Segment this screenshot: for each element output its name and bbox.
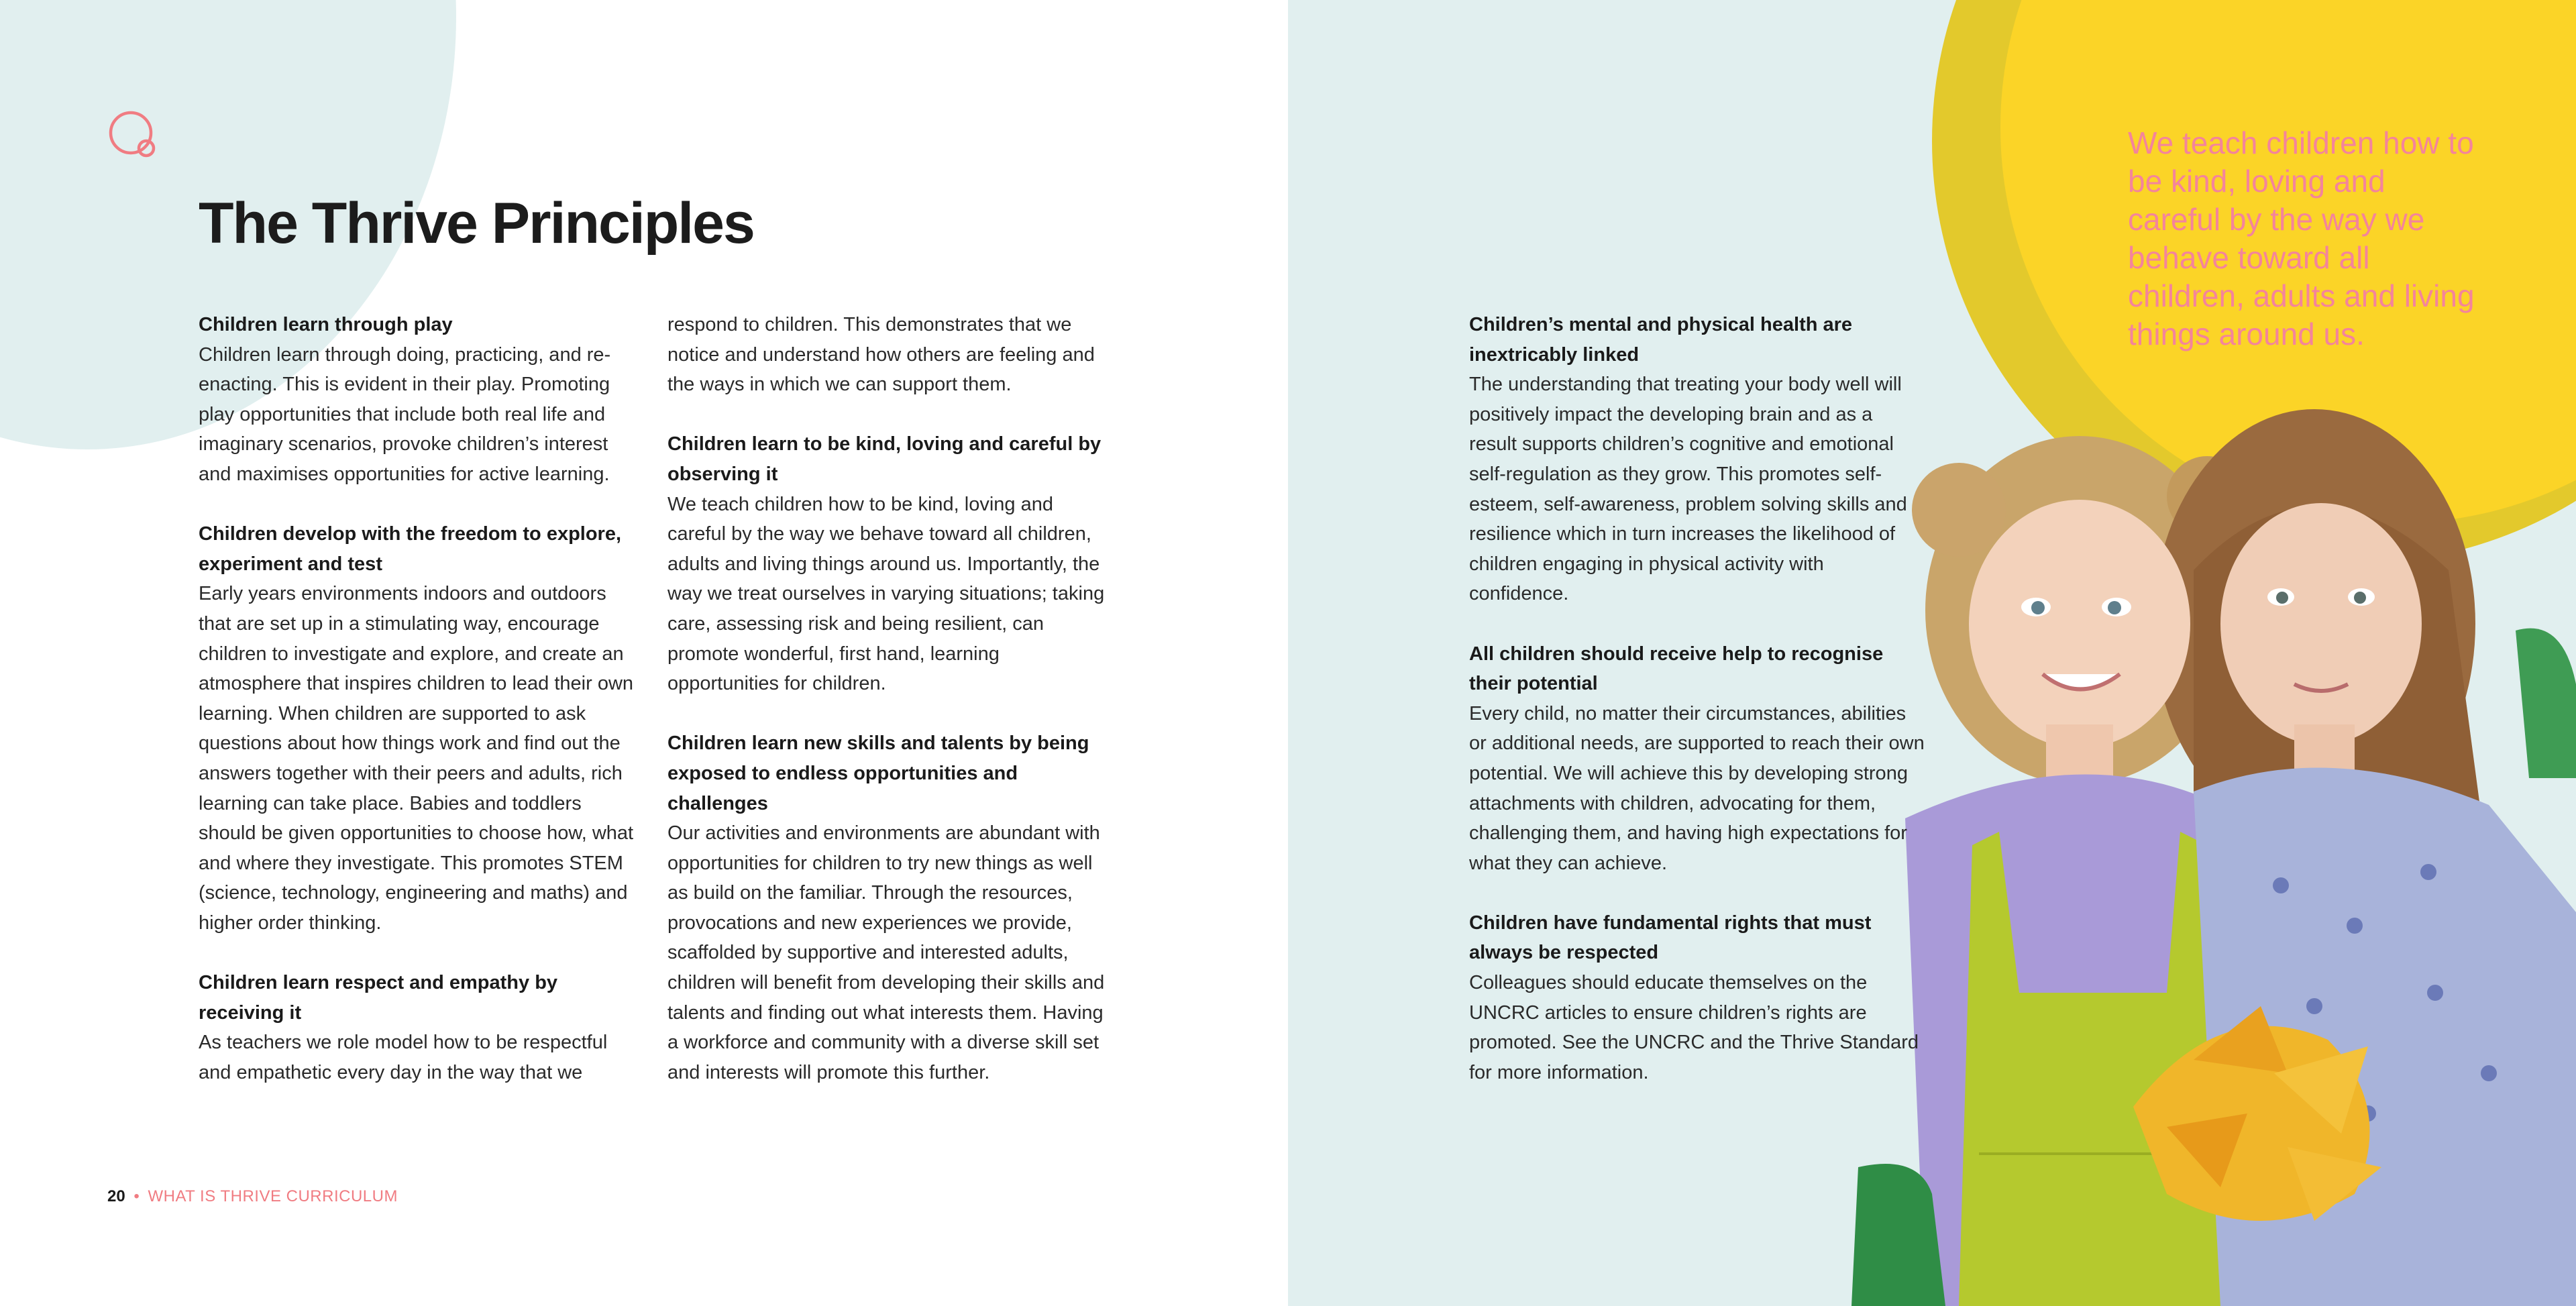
principle-body: Colleagues should educate themselves on the UNCRC articles to ensure children’s rights are promoted. See the UNCRC and the Thrive Standard for more information.	[1469, 972, 1919, 1083]
principle-section	[667, 728, 1110, 1087]
principle-section	[199, 968, 641, 1087]
text-column-2	[667, 310, 1110, 1087]
principle-heading: Children develop with the freedom to explore, experiment and test	[199, 523, 622, 575]
principle-heading: Children learn respect and empathy by receiving it	[199, 972, 558, 1024]
principle-heading: Children’s mental and physical health are inextricably linked	[1469, 314, 1853, 366]
principle-heading: Children learn to be kind, loving and careful by observing it	[667, 433, 1102, 485]
text-column-1	[199, 310, 641, 1087]
text-column-3	[1469, 310, 1925, 1087]
right-page	[1288, 0, 2576, 1306]
principle-body: The understanding that treating your body well will positively impact the developing brain and as a result supports children’s cognitive and emotional self-regulation as they grow. This promotes self-esteem, self-awareness, problem solving skills and resilience which in turn increases the likelihood of children engaging in physical activity with confidence.	[1469, 374, 1907, 605]
principle-section	[1469, 908, 1925, 1088]
principle-section	[1469, 310, 1925, 609]
principle-body: Early years environments indoors and outdoors that are set up in a stimulating way, encourage children to investigate and explore, and create an atmosphere that inspires children to lead their own learning. When children are supported to ask questions about how things work and find out the answers together with their peers and adults, rich learning can take place. Babies and toddlers should be given opportunities to choose how, what and where they investigate. This promotes STEM (science, technology, engineering and maths) and higher order thinking.	[199, 583, 634, 934]
principle-body: As teachers we role model how to be respectful and empathetic every day in the way that we	[199, 1032, 608, 1083]
principle-body: Every child, no matter their circumstances, abilities or additional needs, are supported to reach their own potential. We will achieve this by developing strong attachments with children, advocating for them, challenging them, and having high expectations for what they can achieve.	[1469, 702, 1925, 874]
principle-section	[199, 519, 641, 938]
pull-quote: We teach children how to be kind, loving and careful by the way we behave toward all children, adults and living things around us.	[2128, 125, 2475, 351]
principle-heading: Children learn through play	[199, 314, 453, 335]
principle-section	[199, 310, 641, 490]
footer-section-name: WHAT IS THRIVE CURRICULUM	[148, 1187, 398, 1205]
principle-heading: Children learn new skills and talents by being exposed to endless opportunities and challenges	[667, 732, 1089, 814]
footer-bullet: •	[133, 1187, 140, 1205]
principle-section	[667, 310, 1110, 400]
principle-body: Our activities and environments are abundant with opportunities for children to try new things as well as build on the familiar. Through the resources, provocations and new experiences we provide, scaffolded by supportive and interested adults, children will benefit from developing their skills and talents and finding out what interests them. Having a workforce and community with a diverse skill set and interests will promote this further.	[667, 822, 1105, 1083]
principle-section	[667, 429, 1110, 698]
principle-body: We teach children how to be kind, loving and careful by the way we behave toward all children, adults and living things around us. Importantly, the way we treat ourselves in varying situations; taking care, assessing risk and being resilient, can promote wonderful, first hand, learning opportunities for children.	[667, 493, 1105, 695]
page-title: The Thrive Principles	[199, 191, 754, 256]
principle-section	[1469, 639, 1925, 879]
principle-body: Children learn through doing, practicing, and re-enacting. This is evident in their play. Promoting play opportunities that include both real life and imaginary scenarios, provoke children’s interest and maximises opportunities for active learning.	[199, 343, 611, 485]
principle-heading: All children should receive help to recognise their potential	[1469, 643, 1884, 695]
principle-body: respond to children. This demonstrates that we notice and understand how others are feeling and the ways in which we can support them.	[667, 314, 1095, 396]
thrive-logo-icon	[107, 109, 158, 160]
page-footer	[107, 1187, 398, 1206]
page-number: 20	[107, 1187, 125, 1205]
children-photo	[1845, 402, 2576, 1306]
principle-heading: Children have fundamental rights that must always be respected	[1469, 912, 1872, 964]
